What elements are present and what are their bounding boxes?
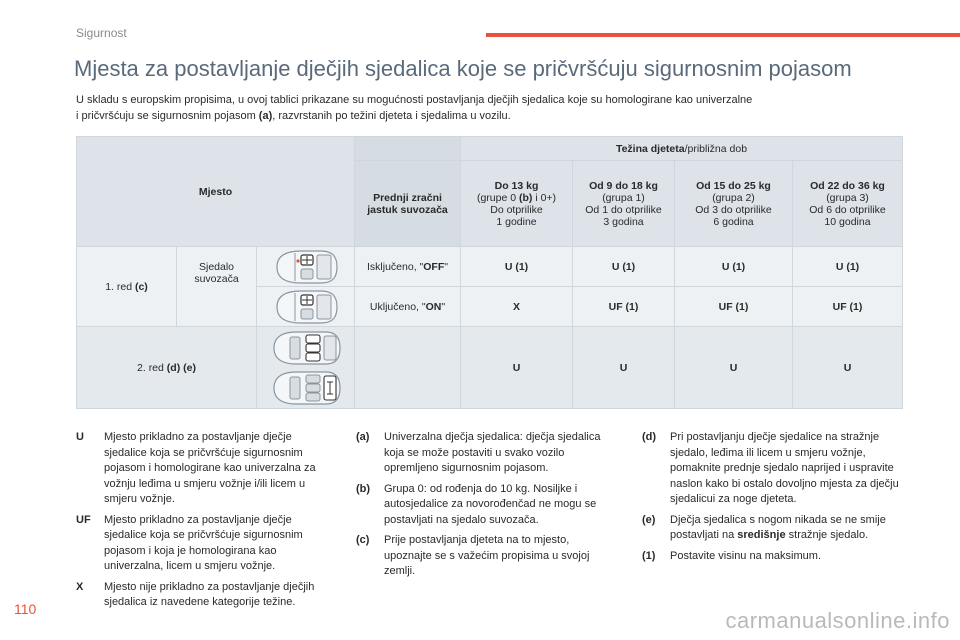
header-group-2: Od 15 do 25 kg (grupa 2) Od 3 do otprilike 6 godina <box>675 161 793 247</box>
cell-on-group-3: UF (1) <box>793 287 903 327</box>
section-label: Sigurnost <box>76 26 127 40</box>
car-diagram-airbag-off <box>257 247 355 287</box>
cell-rear-group-3: U <box>793 327 903 409</box>
intro-text: U skladu s europskim propisima, u ovoj tablici prikazane su mogućnosti postavljanja dječjih sjedalica koje su homologirane kao univerzalne i pričvršćuju se sigurnosnim pojasom (a), razvrstanih po težini djeteta i sjedalima u vozilu. <box>76 94 753 122</box>
legend-item: (a) Univerzalna dječja sjedalica: dječja sjedalica koja se može postaviti u svako vozilo opremljeno sigurnosnim pojasom. <box>356 431 601 474</box>
cell-off-group-0: U (1) <box>461 247 573 287</box>
cell-on-group-1: UF (1) <box>573 287 675 327</box>
watermark: carmanualsonline.info <box>725 608 950 633</box>
cell-on-group-2: UF (1) <box>675 287 793 327</box>
header-rule <box>486 33 960 37</box>
car-diagram-rear <box>257 327 355 409</box>
cell-off-group-1: U (1) <box>573 247 675 287</box>
page-number: 110 <box>14 601 37 617</box>
row1-label: 1. red (c) <box>77 247 177 327</box>
cell-off-group-3: U (1) <box>793 247 903 287</box>
airbag-on-label: Uključeno, "ON" <box>355 287 461 327</box>
header-airbag: Prednji zračni jastuk suvozača <box>355 161 461 247</box>
header-empty <box>355 137 461 161</box>
header-group-0: Do 13 kg (grupe 0 (b) i 0+) Do otprilike 1 godine <box>461 161 573 247</box>
legend-item: (b) Grupa 0: od rođenja do 10 kg. Nosiljke i autosjedalice za novorođenčad ne mogu se postavljati na sjedalo suvozača. <box>356 482 597 526</box>
header-mjesto: Mjesto <box>77 137 355 247</box>
legend-column-2 <box>356 430 612 585</box>
legend-item: UF Mjesto prikladno za postavljanje dječje sjedalice koja se pričvršćuje sigurnosnim pojasom i koja je homologirana kao univerzalna, licem u smjeru vožnje. <box>76 513 303 572</box>
header-group-3: Od 22 do 36 kg (grupa 3) Od 6 do otprilike 10 godina <box>793 161 903 247</box>
header-group-1: Od 9 do 18 kg (grupa 1) Od 1 do otprilike 3 godina <box>573 161 675 247</box>
car-top-view-icon <box>271 289 341 325</box>
airbag-off-label: Isključeno, "OFF" <box>355 247 461 287</box>
legend-item: (c) Prije postavljanja djeteta na to mjesto, upoznajte se s važećim propisima u svojoj zemlji. <box>356 534 590 577</box>
cell-rear-group-2: U <box>675 327 793 409</box>
car-diagram-airbag-on <box>257 287 355 327</box>
row2-label: 2. red (d) (e) <box>77 327 257 409</box>
cell-rear-group-0: U <box>461 327 573 409</box>
row2-airbag-empty <box>355 327 461 409</box>
cell-on-group-0: X <box>461 287 573 327</box>
legend-item: (1) Postavite visinu na maksimum. <box>642 549 821 562</box>
legend-item: U Mjesto prikladno za postavljanje dječje sjedalice koja se pričvršćuje sigurnosnim pojasom i homologirane kao univerzalna za vožnju leđima u smjeru vožnje i/ili licem u smjeru vožnje. <box>76 431 316 505</box>
legend-item: (e) Dječja sjedalica s nogom nikada se ne smije postavljati na središnje stražnje sjedalo. <box>642 513 886 541</box>
legend-column-3 <box>642 430 904 569</box>
legend-item: (d) Pri postavljanju dječje sjedalice na stražnje sjedalo, leđima ili licem u smjeru vožnje, pomaknite prednje sjedalo naprijed i uspravite naslon kako bi ostalo dovoljno mjesta za dječju sjedalicui za noge djeteta. <box>642 431 899 505</box>
car-top-view-icon <box>270 330 342 406</box>
car-top-view-icon <box>271 249 341 285</box>
page-title: Mjesta za postavljanje dječjih sjedalica koje se pričvršćuju sigurnosnim pojasom <box>74 56 852 81</box>
header-weight: Težina djeteta/približna dob <box>461 137 903 161</box>
row1-seat: Sjedalo suvozača <box>177 247 257 327</box>
cell-off-group-2: U (1) <box>675 247 793 287</box>
cell-rear-group-1: U <box>573 327 675 409</box>
seat-table <box>76 136 903 409</box>
legend-column-1 <box>76 430 336 616</box>
legend-item: X Mjesto nije prikladno za postavljanje dječjih sjedalica iz navedene kategorije težine. <box>76 580 315 608</box>
